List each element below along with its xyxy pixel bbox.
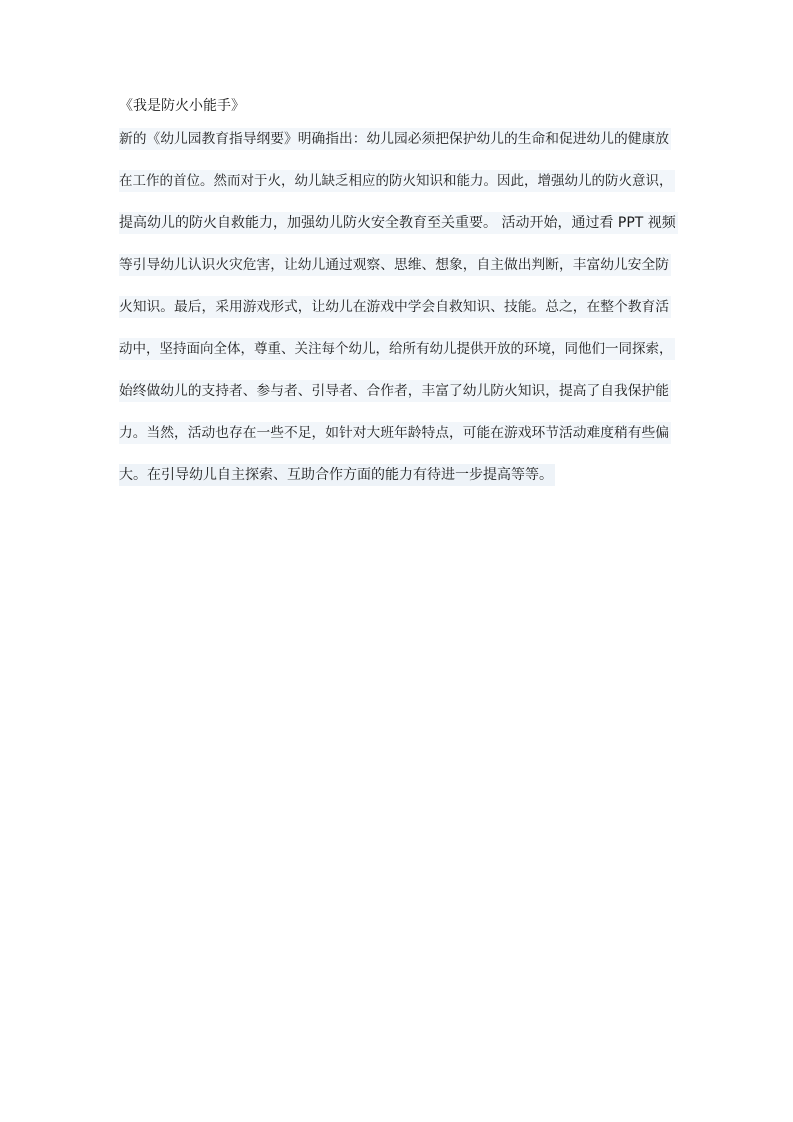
document-title: 《我是防火小能手》 xyxy=(119,98,245,114)
paragraph-line xyxy=(119,212,679,254)
paragraph-line-text: 等引导幼儿认识火灾危害，让幼儿通过观察、思维、想象，自主做出判断，丰富幼儿安全防 xyxy=(119,254,671,276)
paragraph-line-text: 新的《幼儿园教育指导纲要》明确指出：幼儿园必须把保护幼儿的生命和促进幼儿的健康放 xyxy=(119,128,671,150)
paragraph-line-text: 提高幼儿的防火自救能力，加强幼儿防火安全教育至关重要。 活动开始，通过看 PPT 视频 xyxy=(119,212,678,234)
document-body xyxy=(119,128,679,506)
paragraph-line xyxy=(119,128,679,170)
paragraph-line-text: 动中，坚持面向全体，尊重、关注每个幼儿，给所有幼儿提供开放的环境，同他们一同探索， xyxy=(119,338,675,360)
paragraph-line xyxy=(119,296,679,338)
paragraph-line xyxy=(119,254,679,296)
paragraph-line xyxy=(119,464,679,506)
paragraph-line xyxy=(119,338,679,380)
paragraph-line xyxy=(119,170,679,212)
paragraph-line-text: 在工作的首位。然而对于火，幼儿缺乏相应的防火知识和能力。因此，增强幼儿的防火意识， xyxy=(119,170,675,192)
paragraph-line-text: 大。在引导幼儿自主探索、互助合作方面的能力有待进一步提高等等。 xyxy=(119,464,555,486)
paragraph-line-text: 力。当然，活动也存在一些不足，如针对大班年龄特点，可能在游戏环节活动难度稍有些偏 xyxy=(119,422,671,444)
paragraph-line xyxy=(119,422,679,464)
paragraph-line-text: 始终做幼儿的支持者、参与者、引导者、合作者，丰富了幼儿防火知识，提高了自我保护能 xyxy=(119,380,671,402)
paragraph-line xyxy=(119,380,679,422)
paragraph-line-text: 火知识。最后，采用游戏形式，让幼儿在游戏中学会自救知识、技能。总之，在整个教育活 xyxy=(119,296,671,318)
